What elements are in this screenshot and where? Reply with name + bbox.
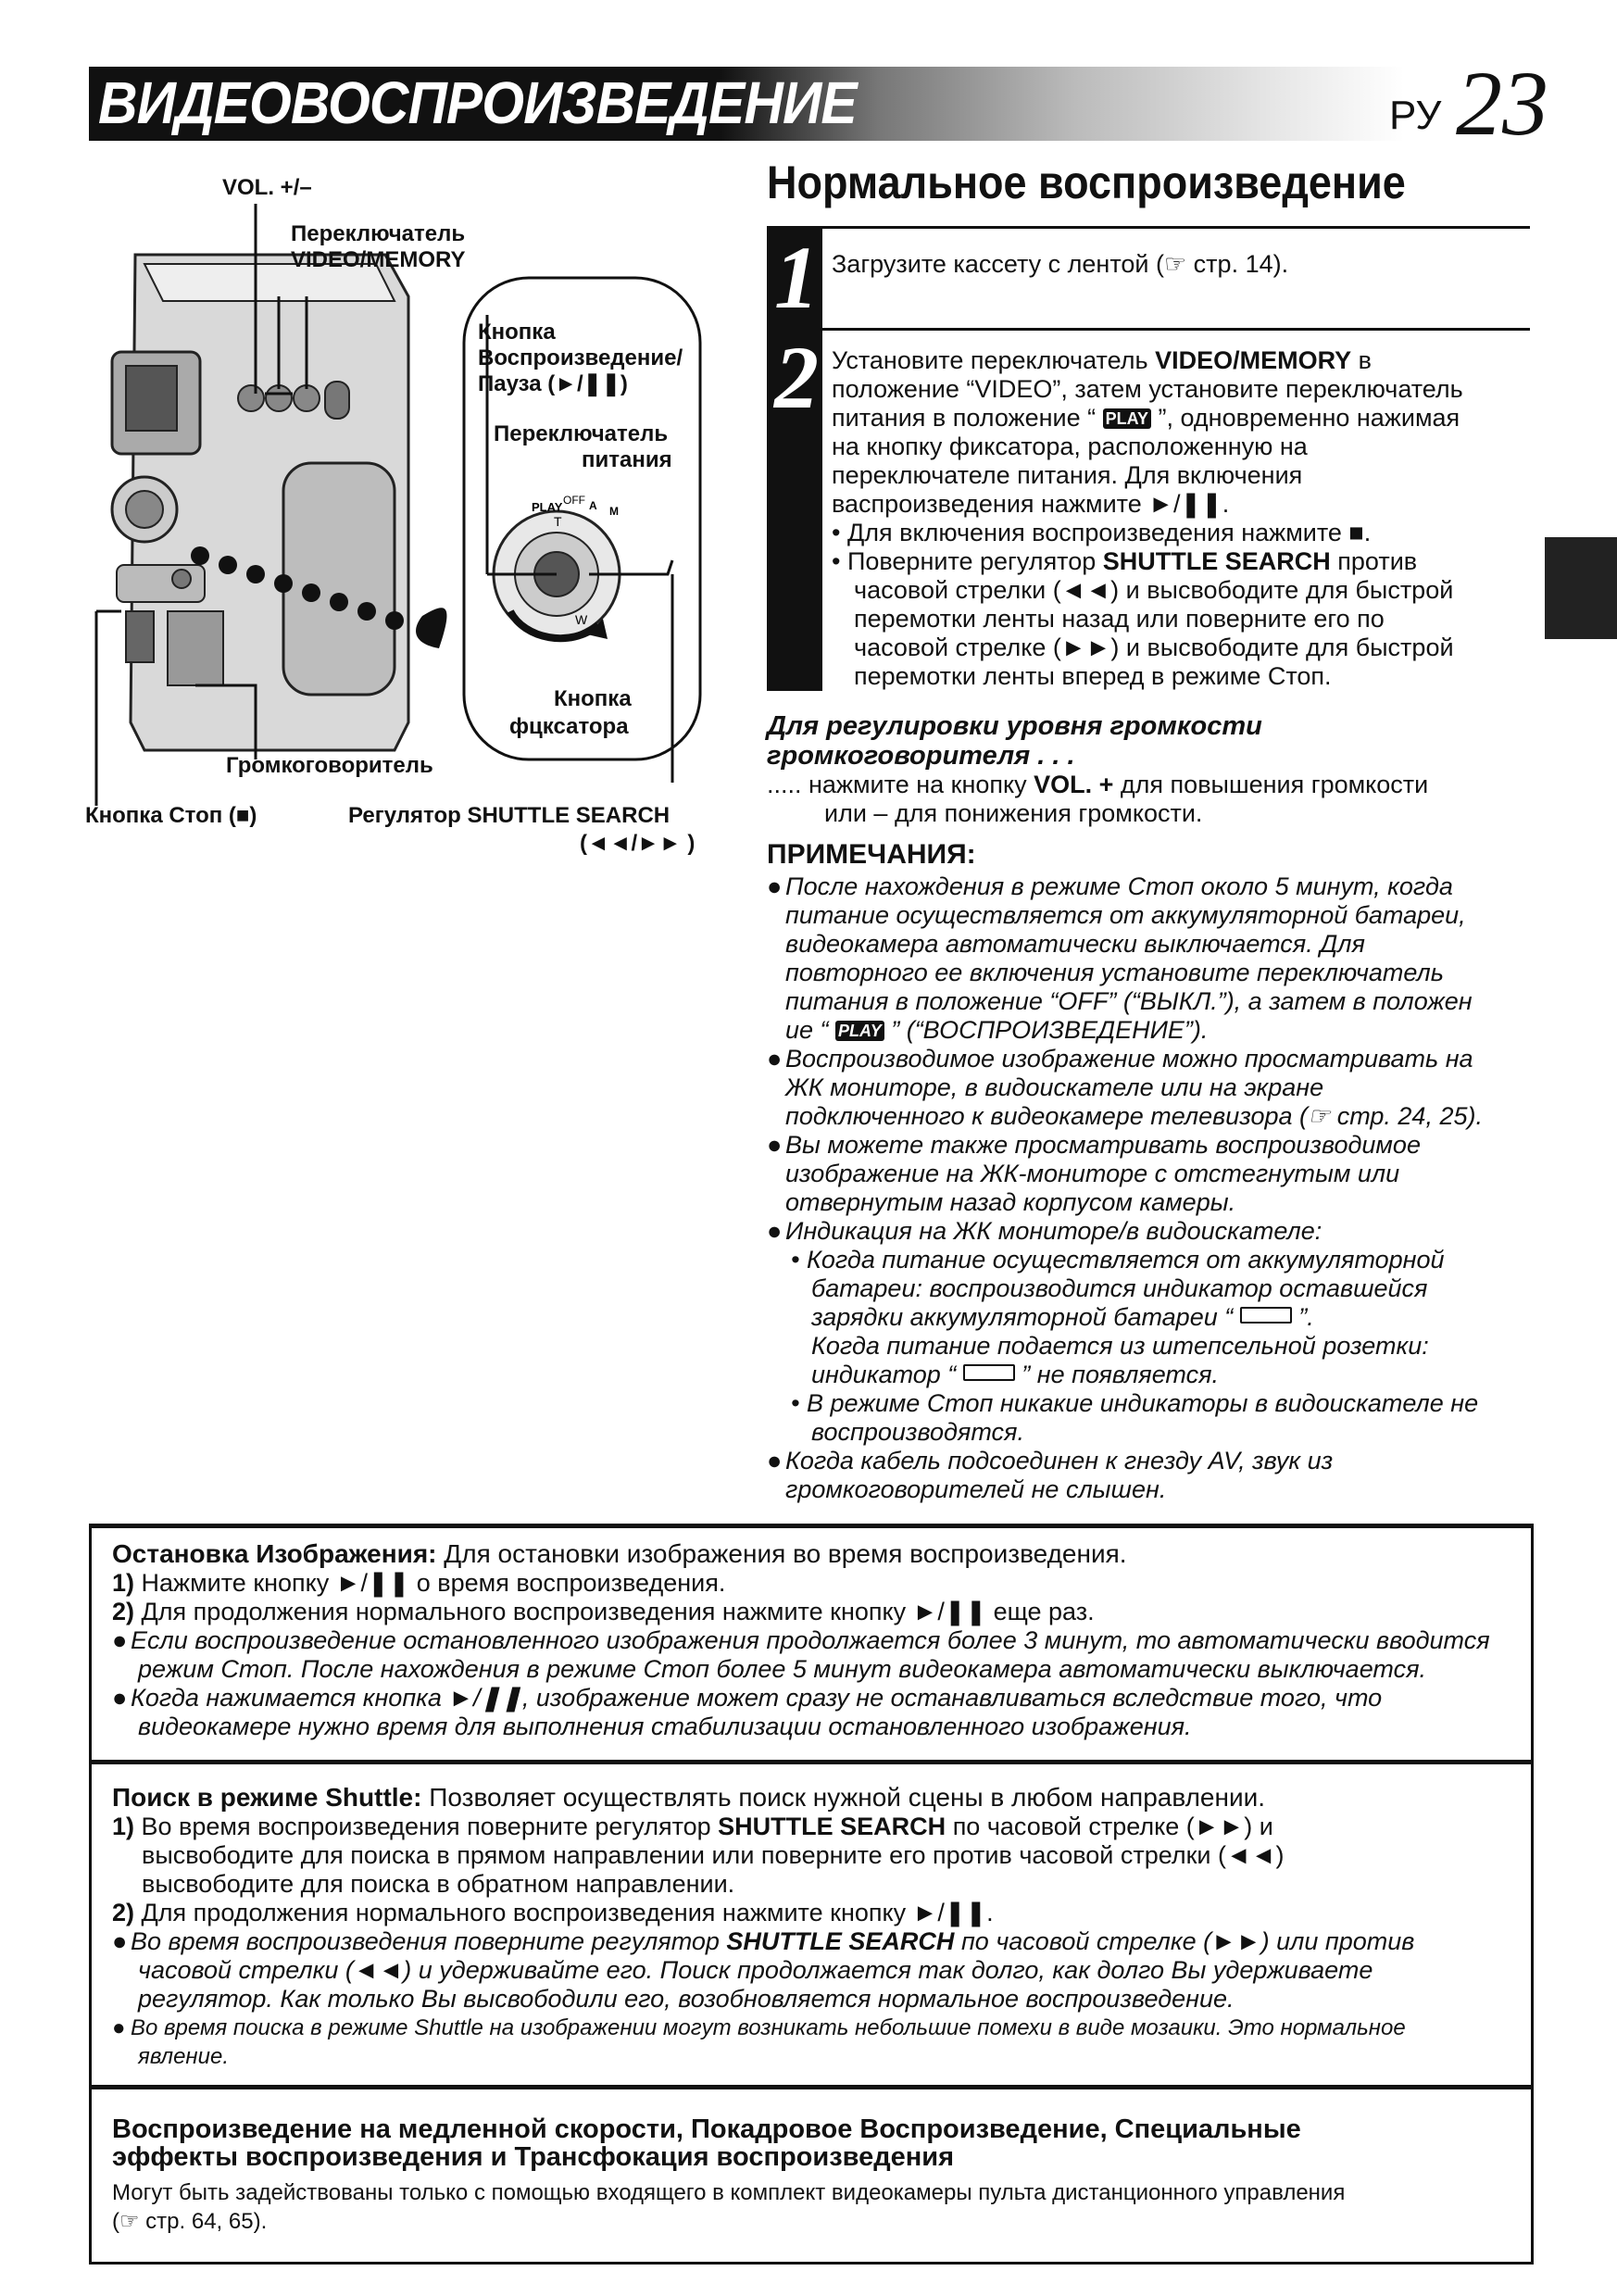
page-number: 23 <box>1456 52 1548 155</box>
notes-list: ● После нахождения в режиме Стоп около 5 минут, когда питание осуществляется от аккумуляторной батареи, видеокамера автоматически выключается. Для повторного ее включения установите переключатель питания в положение “OFF” (“ВЫКЛ.”), а затем в положен ие “ PLAY ” (“ВОСПРОИЗВЕДЕНИЕ”). ● Воспроизводимое изображение можно просматривать на ЖК мониторе, в видоискателе или на экране подключенного к видеокамере телевизора (☞ стр. 24, 25). ● Вы можете также просматривать воспроизводимое изображение на ЖК-мониторе с отстегнутым или отвернутым назад корпусом камеры. ● Индикация на ЖК мониторе/в видоискателе: • Когда питание осуществляется от аккумуляторной батареи: воспроизводится индикатор оставшейся зарядки аккумуляторной батареи “ ”. Когда питание подается из штепсельной розетки: индикатор “ ” не появляется. • В режиме Стоп никакие индикаторы в видоискателе не воспроизводятся. ● Когда кабель подсоединен к гнезду AV, звук из громкоговорителей не слышен. <box>767 872 1483 1503</box>
play-mode-badge: PLAY <box>835 1021 884 1041</box>
page-title: ВИДЕОВОСПРОИЗВЕДЕНИЕ <box>98 69 857 136</box>
step-2-number: 2 <box>774 328 819 427</box>
vol-label: VOL. +/– <box>222 175 312 200</box>
divider <box>822 226 1530 229</box>
video-memory-label-1: Переключатель <box>291 221 466 246</box>
battery-icon <box>963 1364 1015 1381</box>
volume-section: Для регулировки уровня громкости громкоговорителя . . . ..... нажмите на кнопку VOL. + для повышения громкости или – для понижения громкости. <box>767 711 1429 827</box>
shuttle-search-label-1: Регулятор SHUTTLE SEARCH <box>348 803 671 828</box>
dial-t-label: T <box>554 514 562 529</box>
lock-button-label-1: Кнопка <box>554 686 632 711</box>
section-tab <box>1545 537 1617 639</box>
power-switch-label-2: питания <box>582 447 672 472</box>
divider <box>822 328 1530 331</box>
slow-playback-box: Воспроизведение на медленной скорости, Покадровое Воспроизведение, Специальные эффекты воспроизведения и Трансфокация воспроизведения Могут быть задействованы только с помощью входящего в комплект видеокамеры пульта дистанционного управления (☞ стр. 64, 65). <box>89 2085 1534 2265</box>
power-dial <box>494 494 620 639</box>
language-code: РУ <box>1389 93 1442 138</box>
dial-m-label: M <box>609 505 619 518</box>
dial-a-label: A <box>589 499 597 512</box>
dial-off-label: OFF <box>563 494 585 507</box>
step-2-block: Установите переключатель VIDEO/MEMORY в положение “VIDEO”, затем установите переключатель питания в положение “ PLAY ”, одновременно нажимая на кнопку фиксатора, расположенную на переключателе питания. Для включения васпроизведения нажмите ►/❚❚. • Для включения воспроизведения нажмите ■. • Поверните регулятор SHUTTLE SEARCH против часовой стрелки (◄◄) и высвободите для быстрой перемотки ленты назад или поверните его по часовой стрелке (►►) и высвободите для быстрой перемотки ленты вперед в режиме Стоп. <box>832 346 1463 690</box>
camcorder-illustration <box>112 255 408 750</box>
power-switch-label-1: Переключатель <box>494 421 669 446</box>
play-mode-badge: PLAY <box>1103 408 1151 429</box>
video-memory-label-2: VIDEO/MEMORY <box>291 247 466 272</box>
play-pause-label-1: Кнопка <box>478 320 556 345</box>
play-pause-label-2: Воспроизведение/ <box>478 345 683 370</box>
step-1-text: Загрузите кассету с лентой (☞ стр. 14). <box>832 250 1289 278</box>
notes-title: ПРИМЕЧАНИЯ: <box>767 839 976 870</box>
play-pause-label-3: Пауза (►/❚❚) <box>478 371 628 396</box>
dial-play-label: PLAY <box>532 500 563 514</box>
stop-button-label: Кнопка Стоп (■) <box>85 803 257 828</box>
speaker-label: Громкоговоритель <box>226 753 433 778</box>
battery-icon <box>1240 1307 1292 1324</box>
shuttle-search-label-2: (◄◄/►► ) <box>580 831 696 856</box>
shuttle-search-box: Поиск в режиме Shuttle: Позволяет осуществлять поиск нужной сцены в любом направлении. 1) Во время воспроизведения поверните регулятор SHUTTLE SEARCH по часовой стрелке (►►) и высвободите для поиска в прямом направлении или поверните его против часовой стрелки (◄◄) высвободите для поиска в обратном направлении. 2) Для продолжения нормального воспроизведения нажмите кнопку ►/❚❚. ● Во время воспроизведения поверните регулятор SHUTTLE SEARCH по часовой стрелке (►►) или против часовой стрелки (◄◄) и удерживайте его. Поиск продолжается так долго, как долго Вы удерживаете регулятор. Как только Вы высвободили его, возобновляется нормальное воспроизведение. ● Во время поиска в режиме Shuttle на изображении могут возникать небольшие помехи в виде мозаики. Это нормальное явление. <box>89 1760 1534 2088</box>
section-title: Нормальное воспроизведение <box>767 157 1406 208</box>
lock-button-label-2: фцксатора <box>509 714 629 739</box>
still-image-box: Остановка Изображения: Для остановки изображения во время воспроизведения. 1) Нажмите кнопку ►/❚❚ о время воспроизведения. 2) Для продолжения нормального воспроизведения нажмите кнопку ►/❚❚ еще раз. ● Если воспроизведение остановленного изображения продолжается более 3 минут, то автоматически вводится режим Стоп. После нахождения в режиме Стоп более 5 минут видеокамера автоматически выключается. ● Когда нажимается кнопка ►/❚❚, изображение может сразу не останавливаться вследствие того, что видеокамере нужно время для выполнения стабилизации остановленного изображения. <box>89 1524 1534 1763</box>
step-1-number: 1 <box>774 228 819 327</box>
vol-button <box>238 385 264 411</box>
dial-w-label: W <box>575 612 588 627</box>
camera-diagram <box>89 167 737 889</box>
